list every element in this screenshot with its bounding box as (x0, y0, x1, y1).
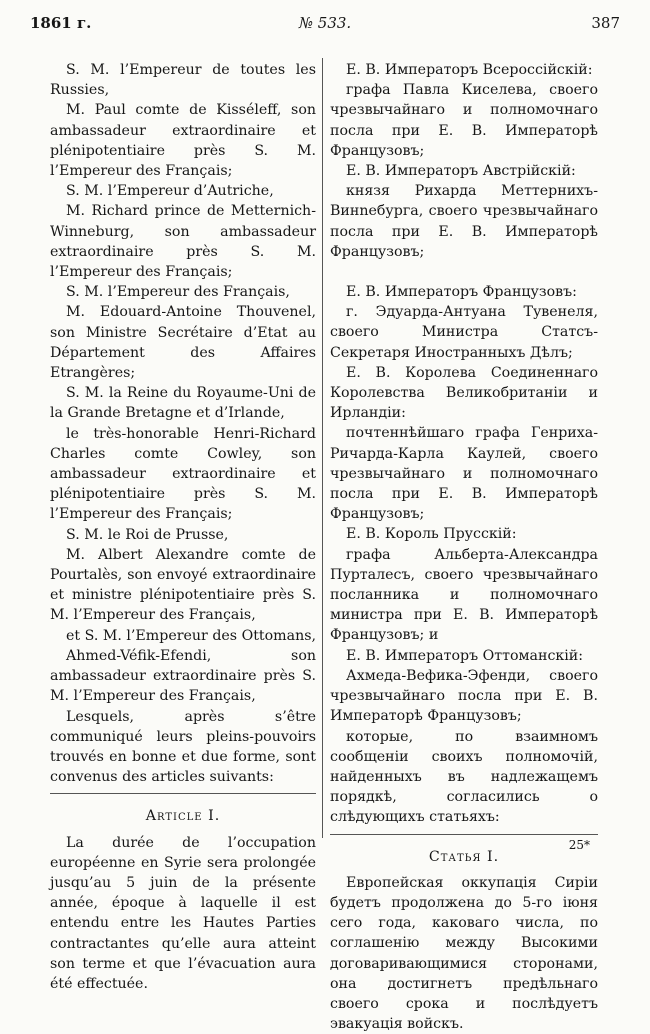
russian-party: Е. В. Императоръ Оттоманскій: (346, 647, 584, 664)
header-document-number: № 533. (298, 14, 352, 32)
page-header (30, 14, 620, 38)
russian-party: Е. В. Императоръ Австрійскій: (346, 163, 576, 180)
russian-plenipotentiary: графа Альберта-Александра Пурталесъ, своего чрезвычайнаго посланника и полномочнаго министра при Е. В. Императорѣ Французовъ; и (330, 546, 598, 644)
russian-party: Е. В. Король Прусскій: (346, 526, 517, 543)
column-divider (322, 58, 323, 838)
russian-plenipotentiary: Ахмеда-Вефика-Эфенди, своего чрезвычайнаго посла при Е. В. Императорѣ Французовъ; (330, 667, 598, 725)
header-page-number: 387 (591, 14, 620, 32)
russian-article-text: Европейская оккупація Сиріи будетъ продолжена до 5-го іюня сего года, каковаго числа, по соглашенію между Высокими договаривающимися сторонами, она достигнетъ предѣльнаго своего срока и послѣдуетъ эвакуація войскъ. (330, 874, 598, 1033)
russian-plenipotentiary: почтеннѣйшаго графа Генриха-Ричарда-Карла Каулей, своего чрезвычайнаго и полномочнаго посла при Е. В. Императорѣ Французовъ; (330, 425, 598, 523)
russian-plenipotentiary: г. Эдуарда-Антуана Тувенеля, своего Министра Статсъ-Секретаря Иностранныхъ Дѣлъ; (330, 304, 598, 361)
french-plenipotentiary: le très-honorable Henri-Richard Charles comte Cowley, son ambassadeur extraordinaire et plénipotentiaire près S. M. l’Empereur des Français; (50, 425, 316, 523)
russian-party: Е. В. Императоръ Всероссійскій: (346, 62, 593, 78)
french-plenipotentiary: M. Edouard-Antoine Thouvenel, son Ministre Secrétaire d’Etat au Département des Affaires Etrangères; (50, 304, 316, 382)
french-column (50, 60, 316, 994)
signature-mark: 25* (568, 838, 590, 852)
french-party: S. M. l’Empereur d’Autriche, (66, 183, 274, 200)
french-plenipotentiary: M. Albert Alexandre comte de Pourtalès, son envoyé extraordinaire et ministre plénipotentiaire près S. M. l’Empereur des Français, (50, 546, 316, 624)
french-plenipotentiary: Ahmed-Véfik-Efendi, son ambassadeur extraordinaire près S. M. l’Empereur des Français, (50, 647, 316, 705)
russian-party: Е. В. Императоръ Французовъ: (346, 284, 577, 301)
russian-column (330, 60, 598, 1034)
french-plenipotentiary: M. Richard prince de Metternich-Winneburg, son ambassadeur extraordinaire près S. M. l’Empereur des Français; (50, 203, 316, 281)
french-article-title: Article I. (145, 808, 221, 825)
french-plenipotentiary: M. Paul comte de Kisséleff, son ambassadeur extraordinaire et plénipotentiaire près S. M. l’Empereur des Français; (50, 102, 316, 180)
french-party: S. M. le Roi de Prusse, (66, 526, 229, 543)
french-party: S. M. l’Empereur de toutes les Russies, (50, 62, 316, 99)
russian-article-title: Статья I. (428, 848, 500, 865)
french-article-text: La durée de l’occupation européenne en Syrie sera prolongée jusqu’au 5 juin de la présente année, époque à laquelle il est entendu entre les Hautes Parties contractantes qu’elle aura atteint son terme et que l’évacuation aura été effectuée. (50, 834, 316, 992)
header-year: 1861 г. (30, 14, 92, 32)
russian-agreement-clause: которые, по взаимномъ сообщеніи своихъ полномочій, найденныхъ въ надлежащемъ порядкѣ, согласились о слѣдующихъ статьяхъ: (330, 728, 598, 826)
paragraph-gap (330, 262, 598, 282)
russian-plenipotentiary: графа Павла Киселева, своего чрезвычайнаго и полномочнаго посла при Е. В. Императорѣ Французовъ; (330, 82, 598, 159)
french-preamble (50, 60, 316, 794)
french-party: et S. M. l’Empereur des Ottomans, (66, 627, 317, 644)
french-party: S. M. la Reine du Royaume-Uni de la Grande Bretagne et d’Irlande, (50, 385, 316, 422)
russian-preamble (330, 60, 598, 835)
russian-party: Е. В. Королева Соединеннаго Королевства Великобританіи и Ирландіи: (330, 364, 598, 422)
french-agreement-clause: Lesquels, après s’être communiqué leurs pleins-pouvoirs trouvés en bonne et due forme, sont convenus des articles suivants: (50, 708, 316, 786)
russian-plenipotentiary: князя Рихарда Меттернихъ-Винneбурга, своего чрезвычайнаго посла при Е. В. Императорѣ Французовъ; (330, 183, 598, 260)
french-party: S. M. l’Empereur des Français, (66, 284, 290, 301)
